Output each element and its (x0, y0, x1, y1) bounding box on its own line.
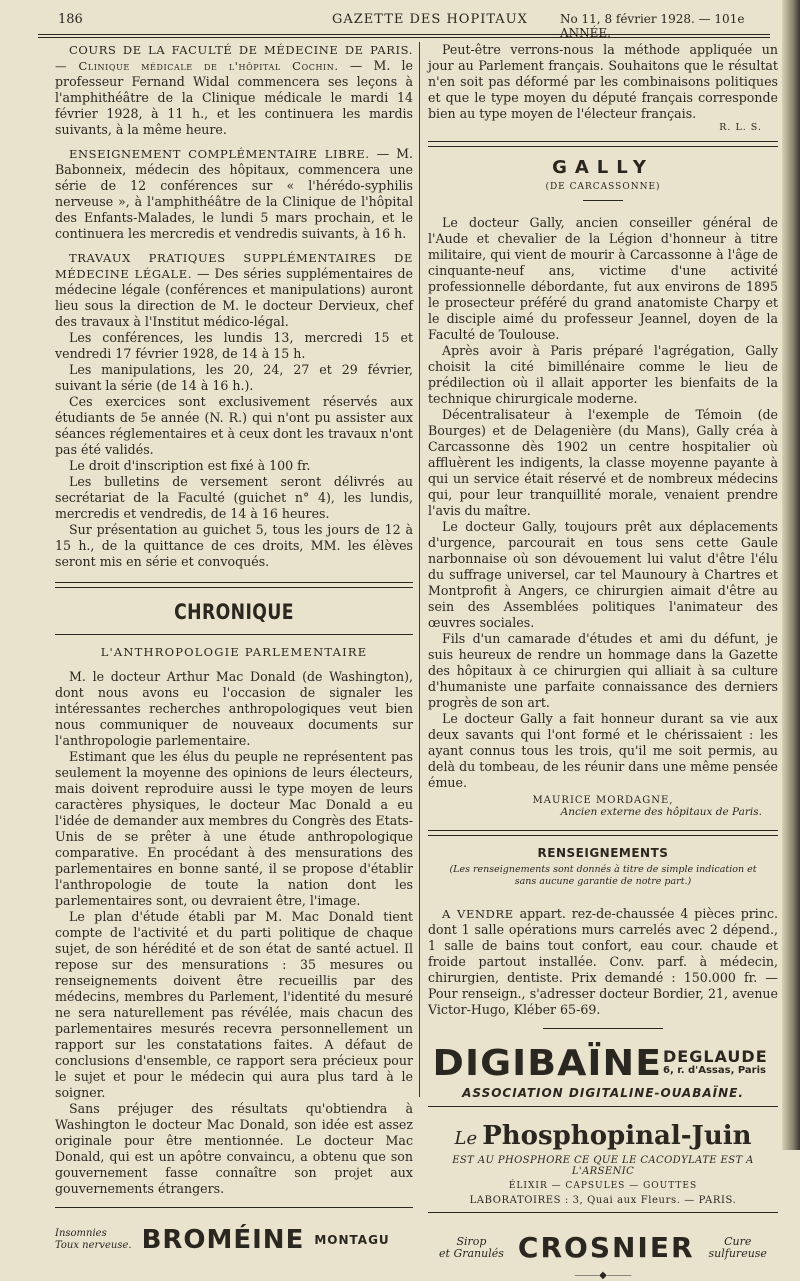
anthro-p2: Estimant que les élus du peuple ne représentent pas seulement la moyenne des opinions de leurs électeurs, mais doivent reproduire aussi le type moyen de leurs caractères physiques, le docteur Mac Donald a eu l'idée de demander aux membres du Congrès des Etats-Unis de se prêter à une étude anthropologique comparative. En procédant à des mensurations des parlementaires en bonne santé, il se propose d'établir l'anthropologie de toute la nation dont les parlementaires sont, ou devraient être, l'image. (55, 749, 413, 908)
page-header (20, 6, 780, 40)
renseignements-text: appart. rez-de-chaussée 4 pièces princ. dont 1 salle opérations murs carrelés avec 2 dépend., 1 salle de bains tout confort, eau cour. chaude et froide partout installée. Conv. parf. à médecin, chirurgien, dentiste. Prix demandé : 150.000 fr. — Pour renseign., s'adresser docteur Bordier, 21, avenue Victor-Hugo, Kléber 65-69. (428, 906, 778, 1017)
column-divider (419, 42, 420, 1097)
header-rule-2 (38, 37, 770, 38)
cours-subheading: — Clinique médicale de l'hôpital Cochin. (55, 59, 339, 73)
gally-title: GALLY (552, 157, 654, 178)
gally-subtitle: (DE CARCASSONNE) (545, 182, 661, 192)
gally-p5: Fils d'un camarade d'études et ami du défunt, je suis heureux de rendre un hommage dans la Gazette des hôpitaux à ce chirurgien qui alliait à sa culture d'humaniste une parfaite connaissance des derniers progrès de son art. (428, 631, 778, 710)
digibaine-association: ASSOCIATION DIGITALINE-OUABAÏNE. (462, 1086, 744, 1100)
enseignement-text: — M. Babonneix, médecin des hôpitaux, commencera une série de 12 conférences sur « l'hérédo-syphilis nerveuse », à l'amphithéâtre de la Clinique de l'hôpital des Enfants-Malades, le lundi 5 mars prochain, et le continuera les mercredis et vendredis suivants, à 16 h. (55, 146, 413, 241)
phosphopinal-brand: Phosphopinal-Juin (482, 1121, 752, 1151)
bromeine-brand: BROMÉINE (141, 1225, 305, 1255)
travaux-p4: Ces exercices sont exclusivement réservés aux étudiants de 5e année (N. R.) qui n'ont pu assister aux séances réglementaires et à ceux dont les travaux n'ont pas été validés. (55, 394, 413, 457)
signature-title: Ancien externe des hôpitaux de Paris. (560, 806, 762, 818)
left-column (55, 42, 413, 1258)
crosnier-brand: CROSNIER (517, 1231, 695, 1264)
bromeine-maker: MONTAGU (314, 1233, 390, 1247)
phosphopinal-laboratory: LABORATOIRES : 3, Quai aux Fleurs. — PARIS. (469, 1195, 737, 1206)
chronique-title: CHRONIQUE (174, 600, 294, 624)
header-rule-1 (38, 34, 770, 35)
phosphopinal-le: Le (454, 1128, 478, 1149)
enseignement-paragraph (55, 146, 413, 242)
travaux-p5: Le droit d'inscription est fixé à 100 fr. (69, 458, 311, 473)
renseignements-note: (Les renseignements sont donnés à titre de simple indication et sans aucune garantie de notre part.) (449, 864, 757, 887)
gally-p6: Le docteur Gally a fait honneur durant sa vie aux deux savants qui l'ont formé et le chérissaient : les ayant connus tous les trois, qu'il me soit permis, au delà du tombeau, de les réunir dans une même pensée émue. (428, 711, 778, 790)
travaux-p7: Sur présentation au guichet 5, tous les jours de 12 à 15 h., de la quittance de ces droits, MM. les élèves seront mis en série et convoqués. (55, 522, 413, 569)
issue-info: No 11, 8 février 1928. — 101e ANNÉE. (560, 12, 745, 40)
travaux-heading: TRAVAUX PRATIQUES SUPPLÉMENTAIRES DE MÉDECINE LÉGALE. (55, 251, 413, 281)
renseignements-ad (428, 906, 778, 1018)
crosnier-right-text: Cure sulfureuse (708, 1234, 767, 1260)
page-edge-shadow (782, 0, 800, 1150)
crosnier-ornament: ⸻◆⸻ (574, 1270, 632, 1281)
signature-name: MAURICE MORDAGNE, (532, 795, 674, 806)
cours-paragraph (55, 42, 413, 138)
crosnier-ad (428, 1231, 778, 1264)
gally-p4: Le docteur Gally, toujours prêt aux déplacements d'urgence, parcourait en tous sens cette Gaule narbonnaise où son dévouement lui valut d'être l'élu du suffrage universel, car tel Maunoury à Chartres et Montprofit à Angers, ce chirurgien aimait d'être au sein des Assemblées politiques l'animateur des œuvres sociales. (428, 519, 778, 630)
right-column (428, 42, 778, 1281)
gally-p1: Le docteur Gally, ancien conseiller général de l'Aude et chevalier de la Légion d'honneur à titre militaire, qui vient de mourir à Carcassonne à l'âge de cinquante-neuf ans, victime d'une activité professionnelle débordante, fut aux environs de 1895 le prosecteur préféré du grand anatomiste Charpy et le disciple aimé du professeur Jeannel, doyen de la Faculté de Toulouse. (428, 215, 778, 342)
digibaine-maker-block (663, 1046, 768, 1078)
rens-rule (428, 830, 778, 836)
cours-text: — M. le professeur Fernand Widal commencera ses leçons à l'amphithéâtre de la Clinique médicale le mardi 14 février 1928, à 11 h., et les continuera les mardis suivants, à la même heure. (55, 58, 414, 137)
gally-short-rule (583, 200, 623, 201)
anthro-p1: M. le docteur Arthur Mac Donald (de Washington), dont nous avons eu l'occasion de signaler les intéressantes recherches anthropologiques veut bien nous communiquer de nouveaux documents sur l'anthropologie parlementaire. (55, 669, 413, 748)
section-rule (55, 582, 413, 588)
phosphopinal-forms: ÉLIXIR — CAPSULES — GOUTTES (508, 1181, 698, 1191)
travaux-p2: Les conférences, les lundis 13, mercredi 15 et vendredi 17 février 1928, de 14 à 15 h. (55, 330, 413, 361)
travaux-p3: Les manipulations, les 20, 24, 27 et 29 février, suivant la série (de 14 à 16 h.). (55, 362, 413, 393)
page-number: 186 (58, 12, 83, 27)
anthro-p4: Sans préjuger des résultats qu'obtiendra à Washington le docteur Mac Donald, son idée est assez originale pour être mentionnée. Le docteur Mac Donald, qui est un apôtre convaincu, a obtenu que son gouvernement fasse connaître son projet aux gouvernements étrangers. (55, 1101, 413, 1196)
anthro-p3: Le plan d'étude établi par M. Mac Donald tient compte de l'activité et du parti politique de chaque sujet, de son hérédité et de son état de santé actuel. Il repose sur des mensurations : 35 mesures ou renseignements doivent être recueillis par des médecins, membres du Parlement, l'identité du mesuré ne sera naturellement pas révélée, mais chacun des parlementaires mesurés recevra personnellement un rapport sur les constatations faites. A défaut de conclusions d'ensemble, ce rapport sera précieux pour le sujet et pour le médecin qui aura plus tard à le soigner. (55, 909, 413, 1100)
digibaine-brand: DIGIBAÏNE (432, 1043, 663, 1084)
crosnier-left-text: Sirop et Granulés (439, 1234, 504, 1260)
digibaine-maker: DEGLAUDE (663, 1046, 768, 1066)
phosphopinal-slogan: EST AU PHOSPHORE CE QUE LE CACODYLATE EST A L'ARSENIC (452, 1155, 754, 1177)
travaux-p6: Les bulletins de versement seront délivrés au secrétariat de la Faculté (guichet n° 4), les lundis, mercredis et vendredis, de 14 à 16 heures. (55, 474, 413, 521)
enseignement-heading: ENSEIGNEMENT COMPLÉMENTAIRE LIBRE. (69, 147, 370, 161)
ad-separator (543, 1028, 663, 1029)
phos-rule (428, 1106, 778, 1107)
travaux-paragraph (55, 250, 413, 330)
cours-heading: COURS DE LA FACULTÉ DE MÉDECINE DE PARIS. (69, 43, 413, 57)
bromeine-ad (55, 1222, 413, 1258)
intro-signature: R. L. S. (719, 122, 762, 133)
intro-paragraph: Peut-être verrons-nous la méthode appliquée un jour au Parlement français. Souhaitons que le résultat n'en soit pas déformé par les combinaisons politiques et que le type moyen du député français corresponde bien au type moyen de l'électeur français. (428, 42, 778, 121)
digibaine-ad (428, 1043, 778, 1084)
travaux-p1: — Des séries supplémentaires de médecine légale (conférences et manipulations) auront lieu sous la direction de M. le docteur Dervieux, chef des travaux à l'Institut médico-légal. (55, 266, 413, 329)
gally-p3: Décentralisateur à l'exemple de Témoin (de Bourges) et de Delagenière (du Mans), Gally créa à Carcassonne dès 1902 un centre hospitalier où affluèrent les indigents, la classe moyenne payante à qui un service était réservé et de nombreux médecins qui, pour leur tranquillité morale, venaient prendre l'avis du maître. (428, 407, 778, 518)
renseignements-title: RENSEIGNEMENTS (537, 846, 669, 860)
anthropologie-title: L'ANTHROPOLOGIE PARLEMENTAIRE (100, 645, 368, 659)
gally-rule (428, 141, 778, 147)
renseignements-lead: A VENDRE (442, 907, 514, 921)
crosnier-rule (428, 1212, 778, 1213)
ad-rule (55, 1207, 413, 1208)
journal-title: GAZETTE DES HOPITAUX (332, 12, 528, 27)
gally-p2: Après avoir à Paris préparé l'agrégation, Gally choisit la cité bimillénaire comme le lieu de prédilection où il allait apporter les bienfaits de la technique chirurgicale moderne. (428, 343, 778, 406)
chronique-rule (55, 634, 413, 635)
phosphopinal-ad (428, 1121, 778, 1151)
bromeine-indications: Insomnies Toux nerveuse. (55, 1228, 132, 1251)
digibaine-address: 6, r. d'Assas, Paris (663, 1064, 766, 1076)
